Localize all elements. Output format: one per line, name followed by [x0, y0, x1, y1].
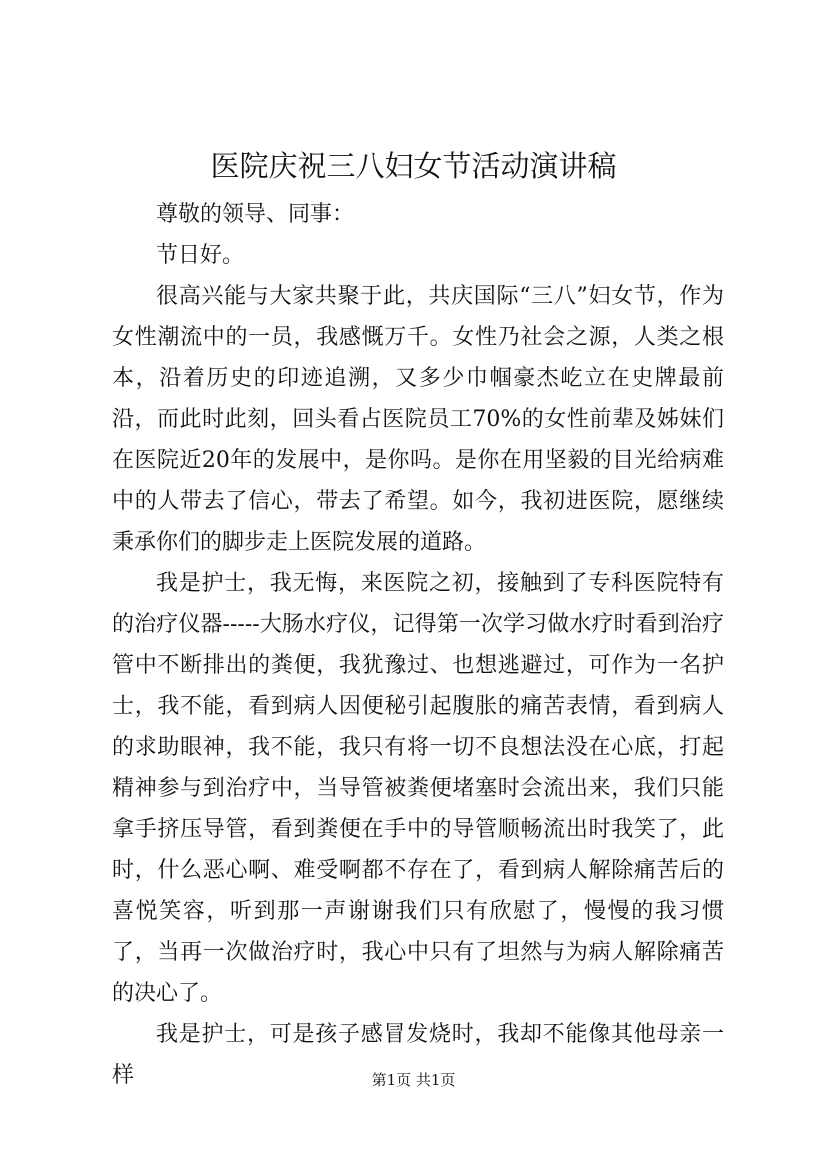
document-title: 医院庆祝三八妇女节活动演讲稿: [210, 149, 617, 183]
greeting: 节日好。: [156, 243, 245, 268]
page-footer: 第1页 共1页: [371, 1071, 456, 1089]
paragraph-nurse-experience: 我是护士，我无悔，来医院之初，接触到了专科医院特有的治疗仪器-----大肠水疗仪，记得第一次学习做水疗时看到治疗管中不断排出的粪便，我犹豫过、也想逃避过，可作为一名护士，我不能，看到病人因便秘引起腹胀的痛苦表情，看到病人的求助眼神，我不能，我只有将一切不良想法没在心底，打起精神参与到治疗中，当导管被粪便堵塞时会流出来，我们只能拿手挤压导管，看到粪便在手中的导管顺畅流出时我笑了，此时，什么恶心啊、难受啊都不存在了，看到病人解除痛苦后的喜悦笑容，听到那一声谢谢我们只有欣慰了，慢慢的我习惯了，当再一次做治疗时，我心中只有了坦然与为病人解除痛苦的决心了。: [112, 571, 724, 1006]
document-body: [112, 194, 724, 1096]
salutation: 尊敬的领导、同事：: [156, 202, 355, 227]
paragraph-intro: 很高兴能与大家共聚于此，共庆国际“三八”妇女节，作为女性潮流中的一员，我感慨万千。女性乃社会之源，人类之根本，沿着历史的印迹追溯，又多少巾帼豪杰屹立在史牌最前沿，而此时此刻，回头看占医院员工70%的女性前辈及姊妹们在医院近20年的发展中，是你吗。是你在用坚毅的目光给病难中的人带去了信心，带去了希望。如今，我初进医院，愿继续秉承你们的脚步走上医院发展的道路。: [112, 284, 724, 555]
paragraph-nurse-mother: 我是护士，可是孩子感冒发烧时，我却不能像其他母亲一样: [112, 1022, 724, 1088]
